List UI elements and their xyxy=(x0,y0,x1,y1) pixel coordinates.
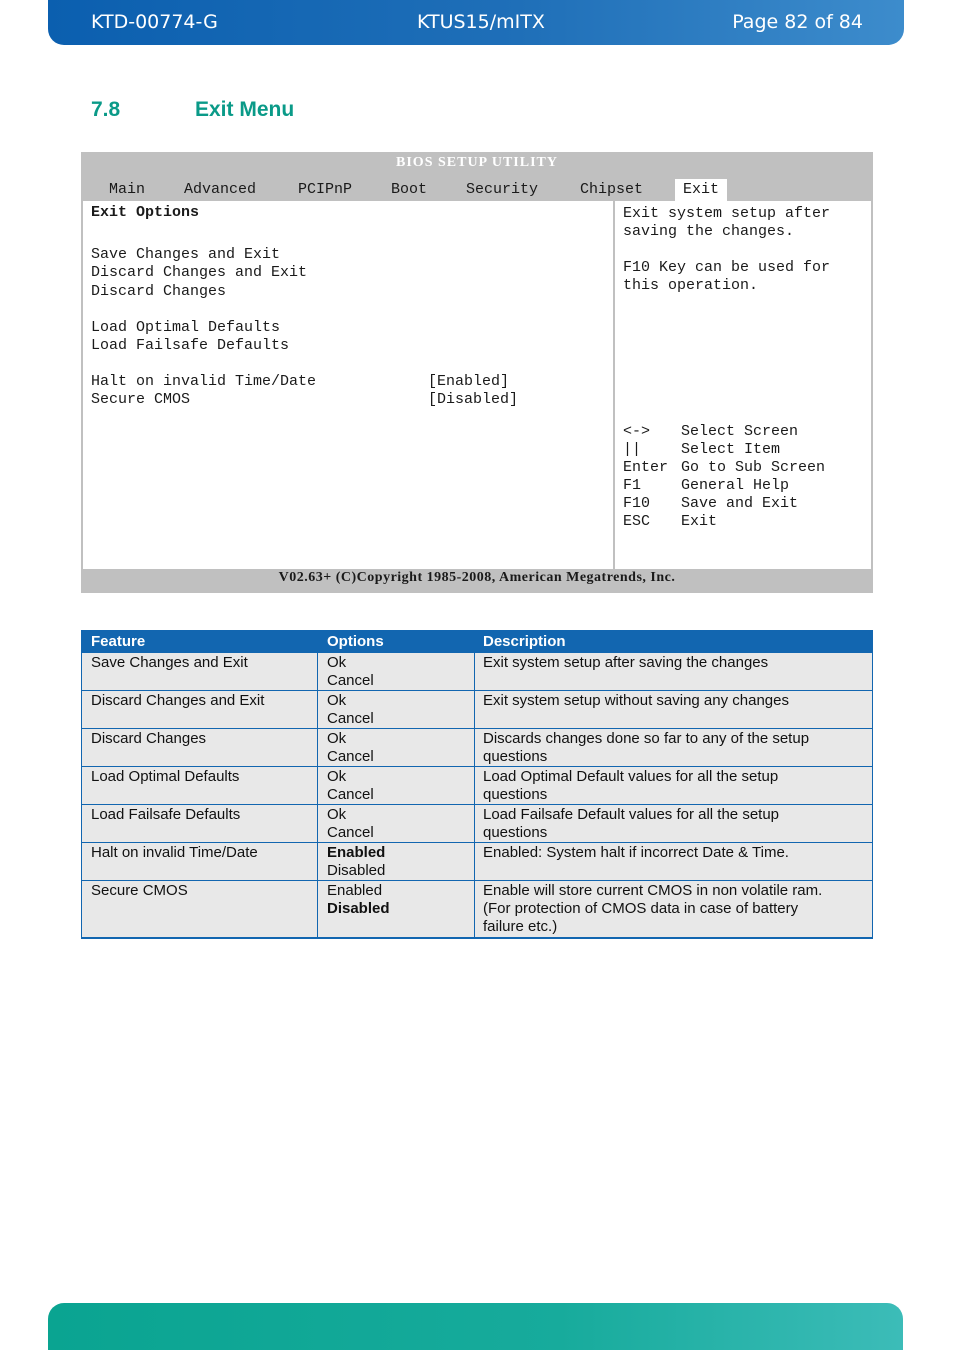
help-line: Exit system setup after xyxy=(623,205,831,222)
key-action: Save and Exit xyxy=(681,495,799,512)
description-line: Exit system setup without saving any changes xyxy=(483,692,789,709)
doc-id: KTD-00774-G xyxy=(91,11,218,33)
bios-item-discard[interactable]: Discard Changes xyxy=(91,283,227,300)
bios-tab-advanced[interactable]: Advanced xyxy=(184,181,257,198)
option-value: Ok xyxy=(327,654,347,671)
key-name: F1 xyxy=(623,477,642,494)
bios-setting-cmos-value[interactable]: [Disabled] xyxy=(428,391,519,408)
key-action: Exit xyxy=(681,513,718,530)
bios-setting-halt-label[interactable]: Halt on invalid Time/Date xyxy=(91,373,317,390)
description-line: questions xyxy=(483,824,548,841)
option-value: Cancel xyxy=(327,672,374,689)
table-row xyxy=(82,652,872,690)
product-name: KTUS15/mITX xyxy=(417,11,545,33)
table-row xyxy=(82,690,872,728)
bios-heading: Exit Options xyxy=(91,204,200,221)
description-line: Load Failsafe Default values for all the setup xyxy=(483,806,780,823)
bios-tab-boot[interactable]: Boot xyxy=(391,181,428,198)
bios-copyright: V02.63+ (C)Copyright 1985-2008, American Megatrends, Inc. xyxy=(278,570,676,585)
table-row xyxy=(82,766,872,804)
description-cell xyxy=(483,730,863,766)
help-line: this operation. xyxy=(623,277,759,294)
key-name: Enter xyxy=(623,459,669,476)
help-line: saving the changes. xyxy=(623,223,795,240)
table-row xyxy=(82,804,872,842)
bios-tab-pcipnp[interactable]: PCIPnP xyxy=(298,181,353,198)
options-cell xyxy=(327,882,467,918)
bios-item-discard-exit[interactable]: Discard Changes and Exit xyxy=(91,264,308,281)
option-value: Cancel xyxy=(327,748,374,765)
key-action: Select Screen xyxy=(681,423,799,440)
feature-cell: Load Failsafe Defaults xyxy=(91,806,241,823)
description-cell xyxy=(483,654,863,672)
options-cell xyxy=(327,654,467,690)
feature-cell: Halt on invalid Time/Date xyxy=(91,844,258,861)
option-value: Cancel xyxy=(327,824,374,841)
option-value: Cancel xyxy=(327,710,374,727)
table-row xyxy=(82,728,872,766)
bios-item-optimal[interactable]: Load Optimal Defaults xyxy=(91,319,281,336)
option-value: Ok xyxy=(327,806,347,823)
options-cell xyxy=(327,844,467,880)
bios-title: BIOS SETUP UTILITY xyxy=(396,155,558,170)
bios-tab-bar xyxy=(81,179,873,201)
bios-tab-exit[interactable]: Exit xyxy=(675,179,727,201)
description-line: failure etc.) xyxy=(483,918,558,935)
key-name: <-> xyxy=(623,423,651,440)
bios-main-panel xyxy=(83,201,615,569)
option-value: Ok xyxy=(327,692,347,709)
table-row xyxy=(82,842,872,880)
description-cell xyxy=(483,882,863,936)
bios-item-failsafe[interactable]: Load Failsafe Defaults xyxy=(91,337,290,354)
key-name: ESC xyxy=(623,513,651,530)
option-value: Ok xyxy=(327,730,347,747)
feature-table xyxy=(81,630,873,939)
feature-cell: Discard Changes xyxy=(91,730,207,747)
section-heading: Exit Menu xyxy=(195,98,295,121)
description-line: questions xyxy=(483,786,548,803)
help-line: F10 Key can be used for xyxy=(623,259,831,276)
key-action: Go to Sub Screen xyxy=(681,459,826,476)
description-line: Enable will store current CMOS in non volatile ram. xyxy=(483,882,823,899)
table-header xyxy=(82,631,872,652)
description-cell xyxy=(483,768,863,804)
description-line: (For protection of CMOS data in case of battery xyxy=(483,900,799,917)
description-cell xyxy=(483,844,863,862)
page-number: Page 82 of 84 xyxy=(732,11,863,33)
page-footer-bar xyxy=(48,1303,903,1350)
bios-help-panel xyxy=(615,201,871,569)
key-name: F10 xyxy=(623,495,651,512)
feature-cell: Secure CMOS xyxy=(91,882,188,899)
option-value-default: Disabled xyxy=(327,900,390,917)
bios-item-save-exit[interactable]: Save Changes and Exit xyxy=(91,246,281,263)
option-value-default: Enabled xyxy=(327,844,386,861)
description-line: Enabled: System halt if incorrect Date & Time. xyxy=(483,844,789,861)
description-cell xyxy=(483,692,863,710)
header-feature: Feature xyxy=(91,633,146,650)
bios-tab-security[interactable]: Security xyxy=(466,181,539,198)
key-action: General Help xyxy=(681,477,790,494)
options-cell xyxy=(327,730,467,766)
bios-tab-chipset[interactable]: Chipset xyxy=(580,181,644,198)
bios-screenshot xyxy=(81,152,873,593)
description-line: Discards changes done so far to any of the setup xyxy=(483,730,810,747)
description-line: Load Optimal Default values for all the setup xyxy=(483,768,779,785)
option-value: Ok xyxy=(327,768,347,785)
section-number: 7.8 xyxy=(91,98,121,121)
table-row xyxy=(82,880,872,937)
option-value: Enabled xyxy=(327,882,383,899)
description-line: questions xyxy=(483,748,548,765)
description-cell xyxy=(483,806,863,842)
header-options: Options xyxy=(327,633,384,650)
feature-cell: Save Changes and Exit xyxy=(91,654,248,671)
header-description: Description xyxy=(483,633,566,650)
bios-setting-halt-value[interactable]: [Enabled] xyxy=(428,373,510,390)
option-value: Disabled xyxy=(327,862,386,879)
options-cell xyxy=(327,806,467,842)
feature-cell: Load Optimal Defaults xyxy=(91,768,240,785)
bios-tab-main[interactable]: Main xyxy=(109,181,146,198)
option-value: Cancel xyxy=(327,786,374,803)
key-name: || xyxy=(623,441,642,458)
bios-setting-cmos-label[interactable]: Secure CMOS xyxy=(91,391,191,408)
feature-cell: Discard Changes and Exit xyxy=(91,692,265,709)
description-line: Exit system setup after saving the changes xyxy=(483,654,769,671)
key-action: Select Item xyxy=(681,441,781,458)
page-header xyxy=(48,0,904,45)
options-cell xyxy=(327,768,467,804)
options-cell xyxy=(327,692,467,728)
